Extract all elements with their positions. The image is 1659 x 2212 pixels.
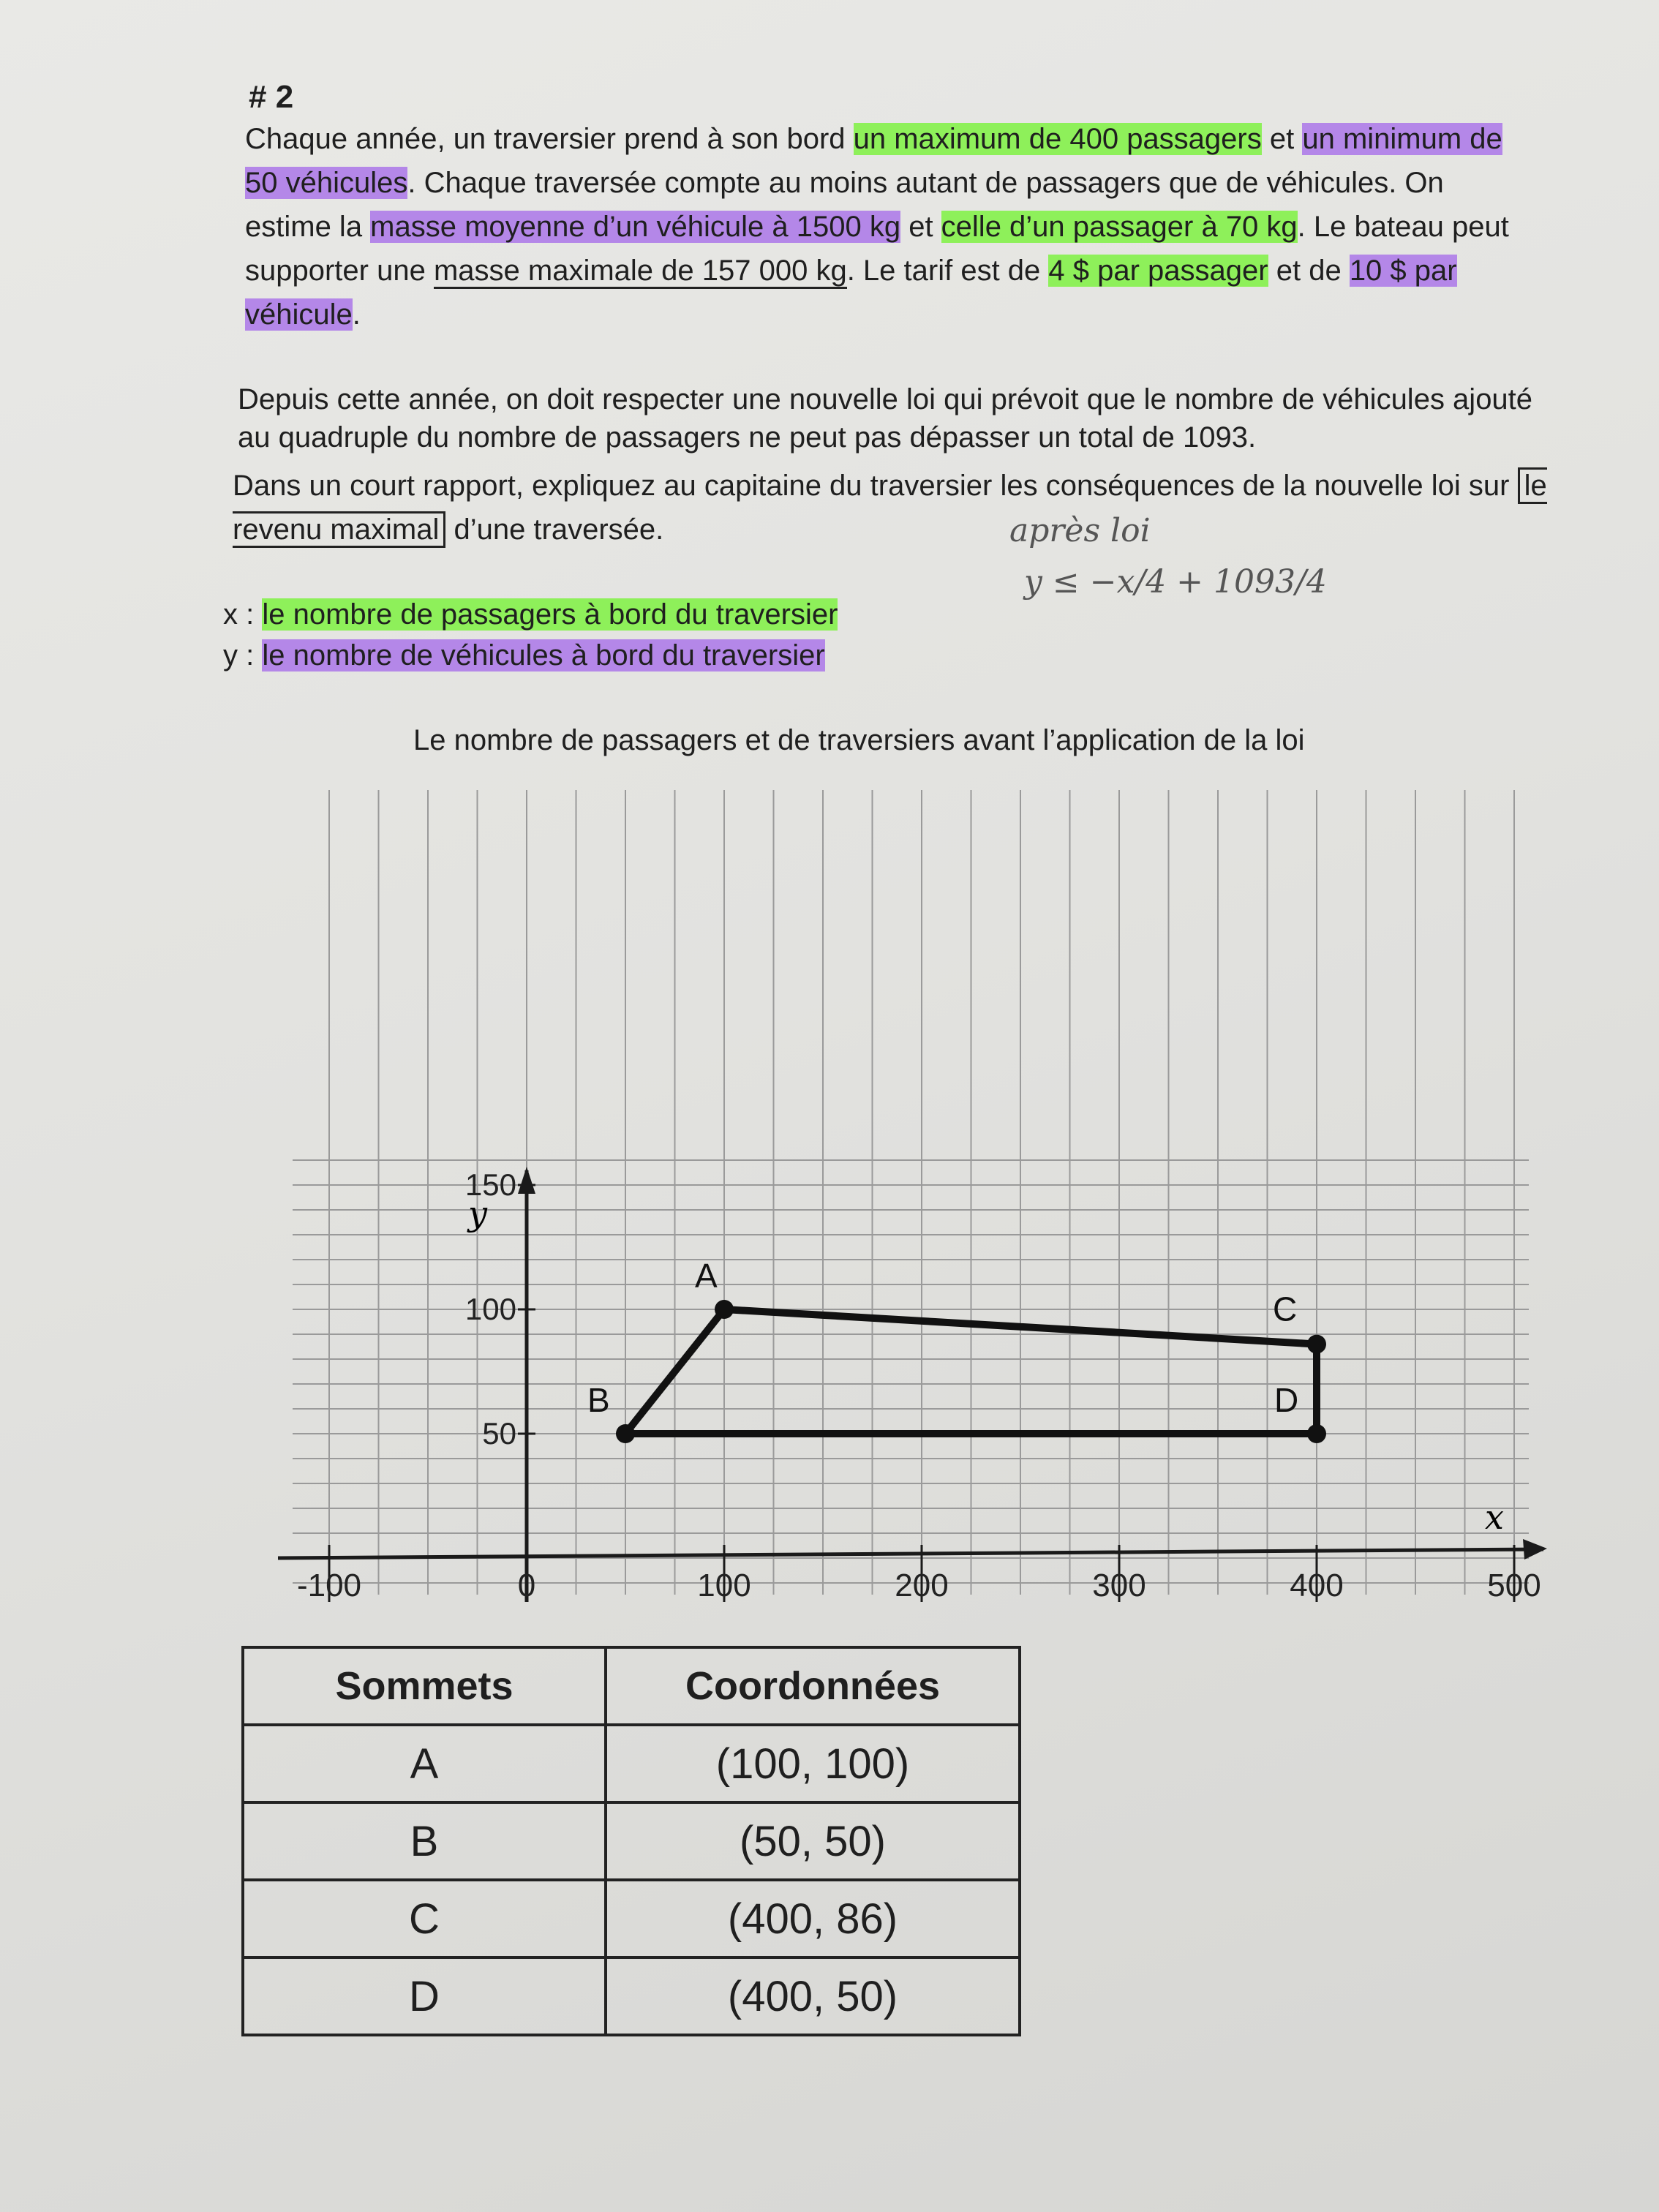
handwritten-inequality: y ≤ −x/4 + 1093/4 — [1024, 563, 1327, 601]
table-cell-coordinates: (50, 50) — [606, 1802, 1020, 1880]
problem-segment: masse maximale de 157 000 kg — [434, 255, 847, 289]
vertex-point-c — [1307, 1335, 1326, 1354]
table-cell-vertex: C — [243, 1880, 606, 1957]
problem-segment: un minimum de 50 véhicules — [245, 123, 1502, 199]
vertex-label-c: C — [1273, 1290, 1298, 1328]
table-header-vertices: Sommets — [243, 1647, 606, 1725]
table-cell-vertex: D — [243, 1957, 606, 2035]
task-paragraph — [233, 464, 1579, 552]
y-axis-label: y — [468, 1194, 487, 1233]
x-tick-label: 400 — [1290, 1568, 1344, 1603]
problem-statement — [245, 117, 1525, 336]
task-text-after: d’une traversée. — [445, 514, 664, 546]
x-axis-arrow — [1523, 1539, 1547, 1560]
problem-segment: . Chaque traversée compte au moins autant de passagers que de véhicules. On estime la — [245, 167, 1444, 243]
task-text-before: Dans un court rapport, expliquez au capitaine du traversier les conséquences de la nouvelle loi sur — [233, 470, 1518, 502]
x-axis-label: x — [1485, 1497, 1504, 1537]
problem-segment: et — [900, 211, 941, 243]
problem-number: # 2 — [249, 79, 294, 115]
table-header-coordinates: Coordonnées — [606, 1647, 1020, 1725]
table-row — [243, 1802, 1020, 1880]
x-axis — [278, 1549, 1543, 1558]
variable-y-definition — [223, 639, 825, 672]
chart-title: Le nombre de passagers et de traversiers avant l’application de la loi — [413, 724, 1305, 756]
variable-y-prefix: y : — [223, 639, 263, 672]
y-tick-label: 100 — [464, 1292, 516, 1326]
vertices-table — [241, 1646, 1021, 2036]
table-cell-vertex: A — [243, 1725, 606, 1802]
table-row — [243, 1957, 1020, 2035]
problem-segment: un maximum de 400 passagers — [853, 123, 1262, 155]
vertex-point-a — [715, 1300, 734, 1319]
vertex-label-b: B — [587, 1381, 610, 1419]
vertex-label-a: A — [695, 1257, 718, 1295]
problem-segment: masse moyenne d’un véhicule à 1500 kg — [370, 211, 901, 243]
x-tick-label: 100 — [697, 1568, 751, 1603]
x-tick-label: -100 — [296, 1568, 362, 1603]
y-tick-label: 150 — [464, 1167, 516, 1202]
x-tick-label: 0 — [517, 1568, 536, 1603]
x-tick-label: 500 — [1487, 1568, 1541, 1603]
x-tick-label: 200 — [895, 1568, 949, 1603]
table-cell-vertex: B — [243, 1802, 606, 1880]
graph-chart — [263, 790, 1551, 1624]
table-row — [243, 1880, 1020, 1957]
table-cell-coordinates: (100, 100) — [606, 1725, 1020, 1802]
variable-x-definition — [223, 598, 838, 631]
variable-y-text: le nombre de véhicules à bord du traversier — [262, 639, 825, 672]
vertex-point-d — [1307, 1424, 1326, 1443]
y-tick-label: 50 — [482, 1416, 516, 1451]
x-tick-label: 300 — [1092, 1568, 1146, 1603]
problem-segment: . Le bateau peut supporter une — [245, 211, 1509, 287]
problem-segment: 10 $ par véhicule — [245, 255, 1457, 331]
variable-x-prefix: x : — [223, 598, 263, 631]
problem-segment: 4 $ par passager — [1048, 255, 1268, 287]
new-law-paragraph: Depuis cette année, on doit respecter une nouvelle loi qui prévoit que le nombre de véhicules ajouté au quadruple du nombre de passagers ne peut pas dépasser un total de 1093. — [238, 383, 1533, 454]
handwritten-note: après loi — [1009, 512, 1151, 549]
problem-segment: et de — [1268, 255, 1350, 287]
variable-x-text: le nombre de passagers à bord du traversier — [262, 598, 838, 631]
problem-segment: . Le tarif est de — [846, 255, 1049, 287]
vertex-point-b — [616, 1424, 635, 1443]
task-boxed-phrase: le revenu maximal — [233, 467, 1547, 548]
table-header-row — [243, 1647, 1020, 1725]
table-cell-coordinates: (400, 50) — [606, 1957, 1020, 2035]
problem-segment: celle d’un passager à 70 kg — [941, 211, 1298, 243]
problem-segment: Chaque année, un traversier prend à son bord — [245, 123, 854, 155]
table-row — [243, 1725, 1020, 1802]
problem-segment: et — [1261, 123, 1303, 155]
problem-segment: . — [352, 298, 361, 331]
table-cell-coordinates: (400, 86) — [606, 1880, 1020, 1957]
y-axis-arrow — [518, 1167, 535, 1194]
vertex-label-d: D — [1274, 1381, 1299, 1419]
